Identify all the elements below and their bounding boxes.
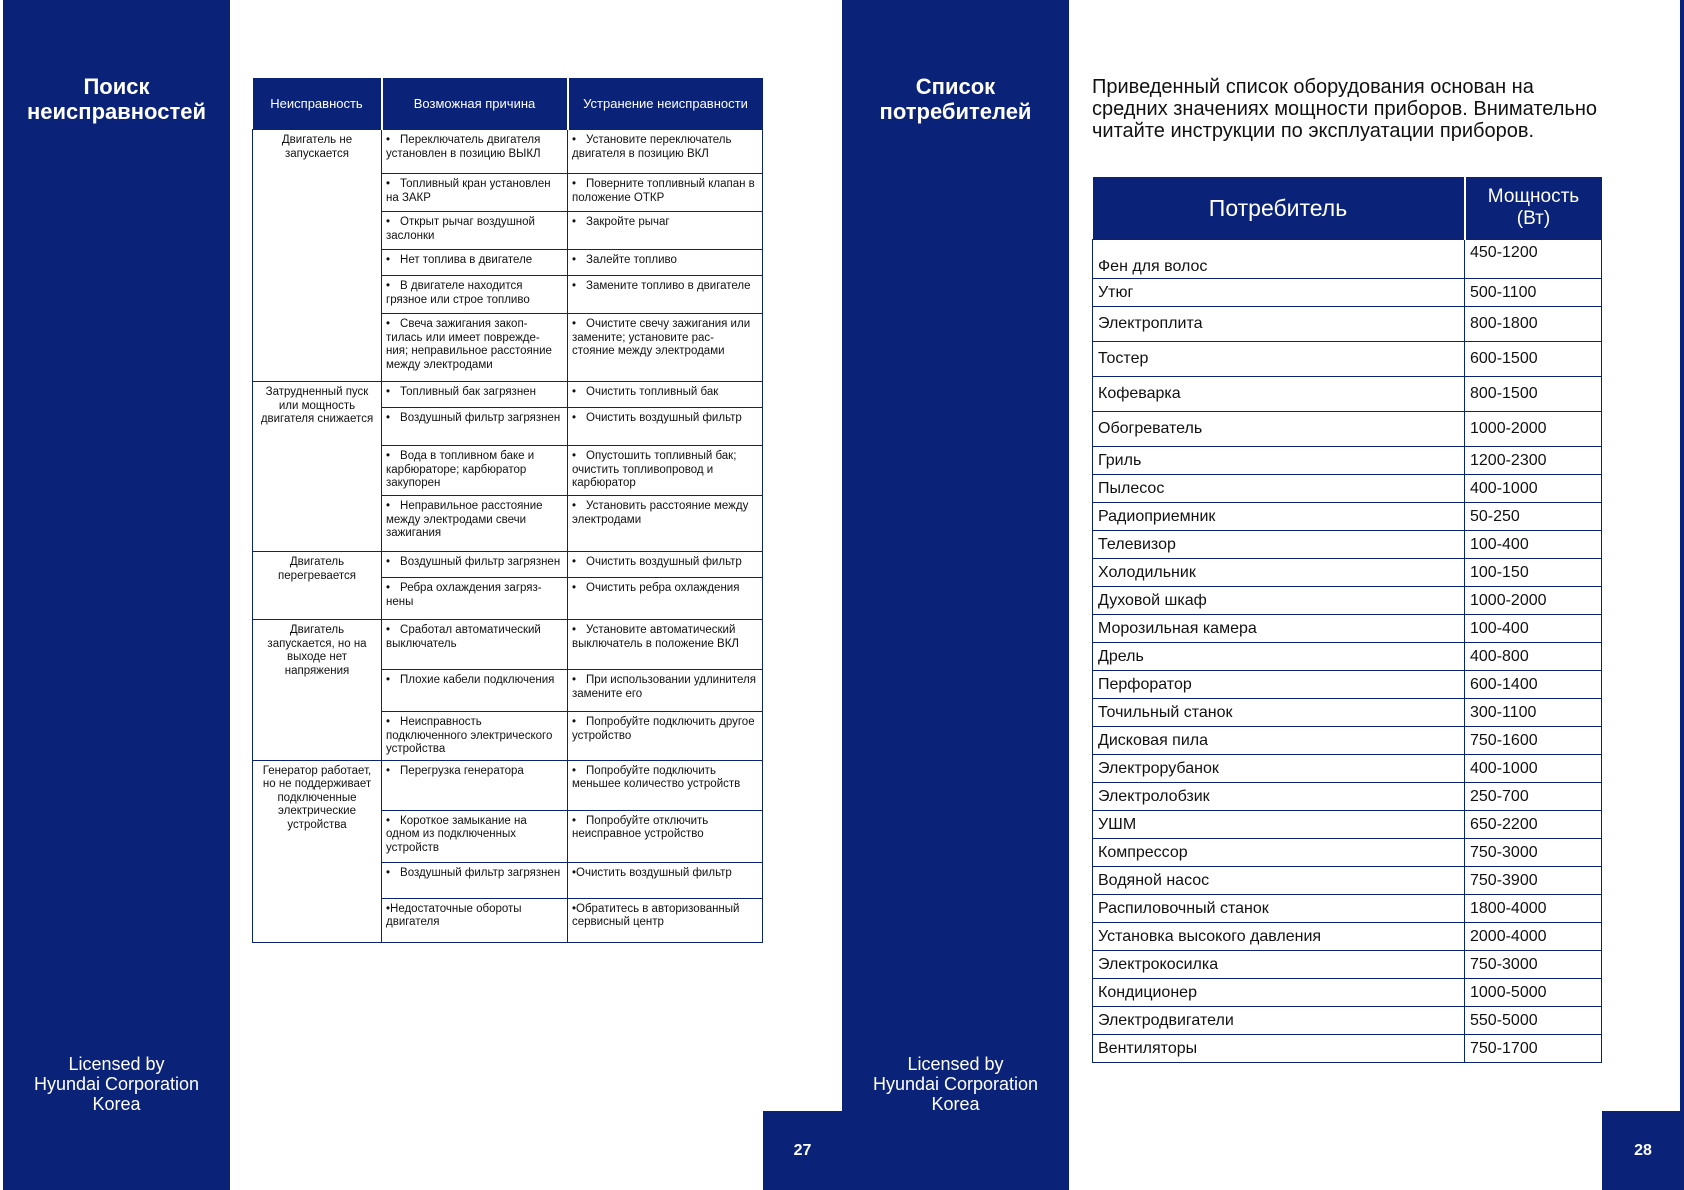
bullet-icon: • (572, 254, 577, 266)
cause-cell (382, 552, 568, 578)
table-row (1093, 531, 1602, 559)
consumer-name: Электродвигатели (1093, 1007, 1465, 1035)
fix-cell (568, 408, 763, 446)
table-row (1093, 699, 1602, 727)
cause-cell (382, 578, 568, 620)
bullet-icon: • (386, 178, 391, 190)
bullet-icon: • (572, 134, 577, 146)
consumer-power: 100-400 (1465, 531, 1602, 559)
fix-text: При использовании удлинителя замените его (572, 674, 756, 700)
cause-cell (382, 810, 568, 862)
consumer-power: 750-3900 (1465, 867, 1602, 895)
consumer-name: Точильный станок (1093, 699, 1465, 727)
bullet-icon: • (386, 556, 391, 568)
consumer-name: Обогреватель (1093, 412, 1465, 447)
consumer-power: 300-1100 (1465, 699, 1602, 727)
consumer-power: 1000-5000 (1465, 979, 1602, 1007)
cause-text: Вода в топливном баке и карбюраторе; карбюратор закупорен (386, 450, 535, 489)
consumer-name: Водяной насос (1093, 867, 1465, 895)
license-line: Licensed by (907, 1054, 1004, 1074)
fix-text: Установите автоматический выключатель в положение ВКЛ (572, 624, 739, 650)
cause-cell (382, 496, 568, 552)
consumer-power: 1000-2000 (1465, 587, 1602, 615)
consumer-name: Кондиционер (1093, 979, 1465, 1007)
cause-text: •Недостаточные обороты двигателя (386, 902, 522, 928)
consumer-name: Тостер (1093, 342, 1465, 377)
bullet-icon: • (386, 412, 391, 424)
fix-text: •Обратитесь в авторизованный сервисный центр (572, 902, 740, 928)
table-row (1093, 951, 1602, 979)
fix-text: Попробуйте подключить другое устройство (572, 716, 755, 742)
consumer-power: 650-2200 (1465, 811, 1602, 839)
table-row (253, 130, 763, 174)
cause-cell (382, 670, 568, 712)
cause-text: Переключатель двигателя установлен в позицию ВЫКЛ (386, 134, 541, 160)
consumer-name: Утюг (1093, 279, 1465, 307)
table-row (1093, 377, 1602, 412)
fix-text: Поверните топливный клапан в положение ОТКР (572, 178, 755, 204)
fix-text: Очистить воздушный фильтр (586, 412, 742, 424)
bullet-icon: • (386, 624, 391, 636)
cause-text: Перегрузка генератора (400, 764, 524, 777)
fix-cell (568, 496, 763, 552)
table-row (1093, 671, 1602, 699)
fix-cell (568, 760, 763, 810)
fix-cell (568, 446, 763, 496)
cause-cell (382, 130, 568, 174)
bullet-icon: • (572, 582, 577, 594)
consumer-name: Дрель (1093, 643, 1465, 671)
consumer-name: Электролобзик (1093, 783, 1465, 811)
consumer-power: 600-1400 (1465, 671, 1602, 699)
fix-text: Установите переключатель двигателя в позицию ВКЛ (572, 134, 732, 160)
fix-cell (568, 670, 763, 712)
fix-cell (568, 578, 763, 620)
bullet-icon: • (572, 556, 577, 568)
consumer-name: Пылесос (1093, 475, 1465, 503)
consumer-name: Кофеварка (1093, 377, 1465, 412)
fix-text: Очистить воздушный фильтр (586, 556, 742, 568)
fix-text: Попробуйте подключить меньшее количество устройств (572, 764, 741, 790)
intro-text: Приведенный список оборудования основан на средних значениях мощности приборов. Внимательно читайте инструкции по эксплуатации приборов. (1092, 76, 1598, 142)
header-cause: Возможная причина (382, 78, 568, 130)
bullet-icon: • (386, 764, 391, 777)
cause-text: Неправильное расстояние между электродами свечи зажигания (386, 500, 543, 539)
table-row (1093, 240, 1602, 279)
bullet-icon: • (572, 814, 577, 827)
cause-text: Неисправность подключенного электрического устройства (386, 716, 553, 755)
cause-text: Плохие кабели подключения (400, 674, 555, 686)
cause-text: Ребра охлаждения загряз- нены (386, 582, 542, 608)
fix-cell (568, 314, 763, 382)
fix-text: Очистить топливный бак (586, 386, 719, 398)
consumer-name: Морозильная камера (1093, 615, 1465, 643)
cause-text: Сработал автоматический выключатель (386, 624, 541, 650)
cause-cell (382, 250, 568, 276)
bullet-icon: • (386, 500, 391, 512)
cause-cell (382, 314, 568, 382)
fault-cell: Двигатель перегревается (253, 552, 382, 620)
license-line: Licensed by (68, 1054, 165, 1074)
consumer-name: Гриль (1093, 447, 1465, 475)
consumer-power: 400-1000 (1465, 755, 1602, 783)
page-edge (1680, 0, 1684, 1190)
page-title (842, 74, 1069, 124)
header-power-line: Мощность (1487, 186, 1580, 207)
header-fix: Устранение неисправности (568, 78, 763, 130)
consumer-name: Телевизор (1093, 531, 1465, 559)
consumer-power: 500-1100 (1465, 279, 1602, 307)
consumer-power: 800-1500 (1465, 377, 1602, 412)
fault-cell: Затрудненный пуск или мощность двигателя снижается (253, 382, 382, 552)
bullet-icon: • (572, 178, 577, 190)
consumer-power: 750-1600 (1465, 727, 1602, 755)
table-row (1093, 307, 1602, 342)
bullet-icon: • (386, 386, 391, 398)
consumer-name: Фен для волос (1093, 240, 1465, 279)
title-line: Поиск (83, 74, 150, 99)
consumer-power: 1000-2000 (1465, 412, 1602, 447)
consumer-power: 250-700 (1465, 783, 1602, 811)
consumer-power: 750-3000 (1465, 951, 1602, 979)
header-power (1465, 177, 1602, 240)
consumer-name: Установка высокого давления (1093, 923, 1465, 951)
page-number: 28 (1602, 1111, 1684, 1190)
consumer-power: 800-1800 (1465, 307, 1602, 342)
fix-cell (568, 620, 763, 670)
title-line: неисправностей (27, 99, 206, 124)
table-row (253, 760, 763, 810)
consumer-name: Электрокосилка (1093, 951, 1465, 979)
table-row (1093, 559, 1602, 587)
bullet-icon: • (386, 280, 391, 292)
cause-cell (382, 212, 568, 250)
header-consumer: Потребитель (1093, 177, 1465, 240)
fix-cell (568, 810, 763, 862)
cause-text: Открыт рычаг воздушной заслонки (386, 216, 535, 242)
bullet-icon: • (572, 716, 577, 728)
cause-text: Свеча зажигания закоп- тилась или имеет поврежде- ния; неправильное расстояние между электродами (386, 318, 552, 371)
consumer-power: 450-1200 (1465, 240, 1602, 279)
bullet-icon: • (386, 582, 391, 594)
license-line: Hyundai Corporation (872, 1074, 1039, 1094)
bullet-icon: • (572, 216, 577, 228)
table-row (1093, 783, 1602, 811)
consumer-power: 1800-4000 (1465, 895, 1602, 923)
consumer-power: 400-1000 (1465, 475, 1602, 503)
cause-cell (382, 862, 568, 898)
consumer-name: Электрорубанок (1093, 755, 1465, 783)
bullet-icon: • (386, 134, 391, 146)
fix-cell (568, 174, 763, 212)
cause-text: В двигателе находится грязное или строе топливо (386, 280, 530, 306)
consumer-power: 50-250 (1465, 503, 1602, 531)
fix-text: Замените топливо в двигателе (586, 280, 751, 292)
bullet-icon: • (386, 254, 391, 266)
cause-text: Воздушный фильтр загрязнен (400, 412, 561, 424)
bullet-icon: • (386, 866, 391, 879)
table-row (1093, 727, 1602, 755)
page-number: 27 (763, 1111, 842, 1190)
bullet-icon: • (386, 216, 391, 228)
table-row (1093, 615, 1602, 643)
bullet-icon: • (386, 318, 391, 330)
consumer-power: 400-800 (1465, 643, 1602, 671)
consumer-name: УШМ (1093, 811, 1465, 839)
bullet-icon: • (386, 814, 391, 827)
table-row (1093, 895, 1602, 923)
cause-cell (382, 898, 568, 942)
bullet-icon: • (572, 450, 577, 462)
bullet-icon: • (572, 280, 577, 292)
fix-cell (568, 212, 763, 250)
cause-cell (382, 760, 568, 810)
page-title (3, 74, 230, 124)
right-sidebar (842, 0, 1069, 1190)
header-fault: Неисправность (253, 78, 382, 130)
cause-text: Воздушный фильтр загрязнен (400, 866, 561, 879)
table-row (253, 620, 763, 670)
fix-cell (568, 276, 763, 314)
table-row (1093, 867, 1602, 895)
bullet-icon: • (572, 318, 577, 330)
fault-cell: Двигатель запускается, но на выходе нет напряжения (253, 620, 382, 761)
table-row (1093, 475, 1602, 503)
bullet-icon: • (386, 674, 391, 686)
cause-text: Топливный бак загрязнен (400, 386, 536, 398)
fix-cell (568, 130, 763, 174)
table-row (1093, 839, 1602, 867)
fix-cell (568, 552, 763, 578)
consumer-power: 100-400 (1465, 615, 1602, 643)
consumer-name: Радиоприемник (1093, 503, 1465, 531)
header-power-line: (Вт) (1516, 208, 1551, 229)
bullet-icon: • (572, 500, 577, 512)
table-header-row (1093, 177, 1602, 240)
license-line: Korea (931, 1094, 980, 1114)
license-note (842, 1054, 1069, 1114)
fix-text: Попробуйте отключить неисправное устройство (572, 814, 709, 840)
fix-text: •Очистить воздушный фильтр (572, 866, 732, 879)
table-row (1093, 587, 1602, 615)
consumer-power: 2000-4000 (1465, 923, 1602, 951)
fix-cell (568, 712, 763, 761)
fix-text: Установить расстояние между электродами (572, 500, 749, 526)
cause-cell (382, 712, 568, 761)
table-row (1093, 447, 1602, 475)
fix-cell (568, 382, 763, 408)
consumer-name: Электроплита (1093, 307, 1465, 342)
license-line: Hyundai Corporation (33, 1074, 200, 1094)
fault-cell: Генератор работает, но не поддерживает подключенные электрические устройства (253, 760, 382, 942)
table-row (1093, 279, 1602, 307)
fix-cell (568, 898, 763, 942)
bullet-icon: • (386, 450, 391, 462)
table-row (1093, 979, 1602, 1007)
table-row (1093, 342, 1602, 377)
fault-cell: Двигатель не запускается (253, 130, 382, 382)
bullet-icon: • (572, 674, 577, 686)
consumer-name: Компрессор (1093, 839, 1465, 867)
bullet-icon: • (572, 764, 577, 777)
cause-text: Нет топлива в двигателе (400, 254, 533, 266)
consumer-name: Духовой шкаф (1093, 587, 1465, 615)
table-row (1093, 811, 1602, 839)
cause-text: Короткое замыкание на одном из подключенных устройств (386, 814, 527, 854)
troubleshooting-table (252, 78, 763, 943)
license-line: Korea (92, 1094, 141, 1114)
table-row (1093, 1035, 1602, 1063)
consumer-power: 1200-2300 (1465, 447, 1602, 475)
table-row (1093, 503, 1602, 531)
fix-cell (568, 250, 763, 276)
table-row (1093, 643, 1602, 671)
consumer-power: 550-5000 (1465, 1007, 1602, 1035)
table-header-row (253, 78, 763, 130)
table-row (1093, 923, 1602, 951)
consumer-power: 750-3000 (1465, 839, 1602, 867)
consumer-power: 750-1700 (1465, 1035, 1602, 1063)
consumer-power: 600-1500 (1465, 342, 1602, 377)
fix-text: Залейте топливо (586, 254, 677, 266)
title-line: потребителей (879, 99, 1032, 124)
left-sidebar (3, 0, 230, 1190)
consumer-name: Дисковая пила (1093, 727, 1465, 755)
consumer-name: Вентиляторы (1093, 1035, 1465, 1063)
table-row (253, 382, 763, 408)
consumers-table (1092, 177, 1602, 1063)
cause-cell (382, 382, 568, 408)
consumer-name: Перфоратор (1093, 671, 1465, 699)
consumer-power: 100-150 (1465, 559, 1602, 587)
cause-cell (382, 408, 568, 446)
bullet-icon: • (572, 386, 577, 398)
consumer-name: Распиловочный станок (1093, 895, 1465, 923)
license-note (3, 1054, 230, 1114)
fix-text: Очистите свечу зажигания или замените; установите рас- стояние между электродами (572, 318, 751, 357)
table-row (1093, 412, 1602, 447)
cause-cell (382, 174, 568, 212)
cause-cell (382, 276, 568, 314)
cause-text: Воздушный фильтр загрязнен (400, 556, 561, 568)
table-row (1093, 1007, 1602, 1035)
cause-cell (382, 620, 568, 670)
cause-cell (382, 446, 568, 496)
bullet-icon: • (572, 624, 577, 636)
bullet-icon: • (386, 716, 391, 728)
title-line: Список (915, 74, 996, 99)
fix-cell (568, 862, 763, 898)
fix-text: Очистить ребра охлаждения (586, 582, 740, 594)
table-row (253, 552, 763, 578)
fix-text: Закройте рычаг (586, 216, 670, 228)
bullet-icon: • (572, 412, 577, 424)
fix-text: Опустошить топливный бак; очистить топливопровод и карбюратор (572, 450, 737, 489)
consumer-name: Холодильник (1093, 559, 1465, 587)
table-row (1093, 755, 1602, 783)
cause-text: Топливный кран установлен на ЗАКР (386, 178, 551, 204)
